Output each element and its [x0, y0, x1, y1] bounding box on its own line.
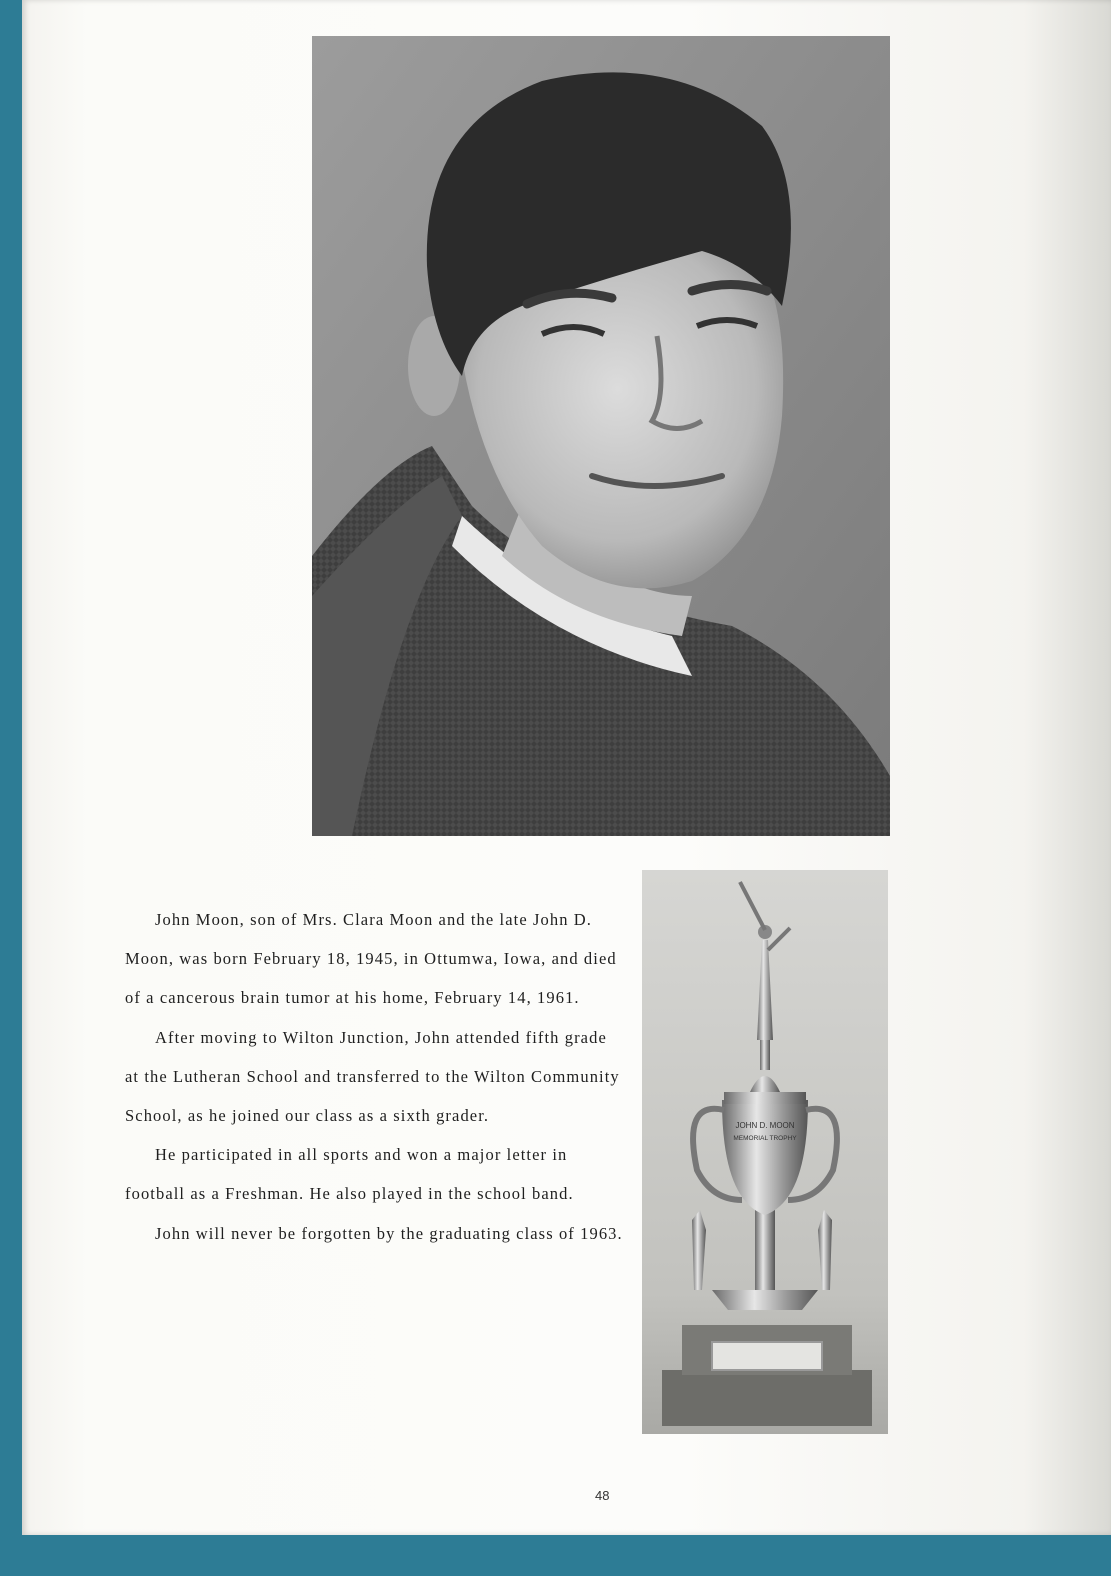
yearbook-page [22, 0, 1111, 1535]
portrait-photo [312, 36, 890, 836]
bio-paragraph: John will never be forgotten by the graduating class of 1963. [155, 1223, 623, 1243]
memorial-text [125, 900, 625, 1253]
bio-paragraph: He participated in all sports and won a major letter in football as a Freshman. He also played in the school band. [125, 1145, 574, 1204]
trophy-engraving-line1: JOHN D. MOON [735, 1121, 795, 1130]
trophy-photo [642, 870, 888, 1434]
trophy-engraving-line2: MEMORIAL TROPHY [733, 1135, 797, 1142]
trophy-icon [642, 870, 888, 1434]
bio-paragraph: After moving to Wilton Junction, John attended fifth grade at the Lutheran School and transferred to the Wilton Community School, as he joined our class as a sixth grader. [125, 1027, 620, 1126]
bio-paragraph: John Moon, son of Mrs. Clara Moon and the late John D. Moon, was born February 18, 1945, in Ottumwa, Iowa, and died of a cancerous brain tumor at his home, February 14, 1961. [125, 910, 617, 1008]
portrait-photo-icon [312, 36, 890, 836]
page-number: 48 [595, 1488, 610, 1503]
